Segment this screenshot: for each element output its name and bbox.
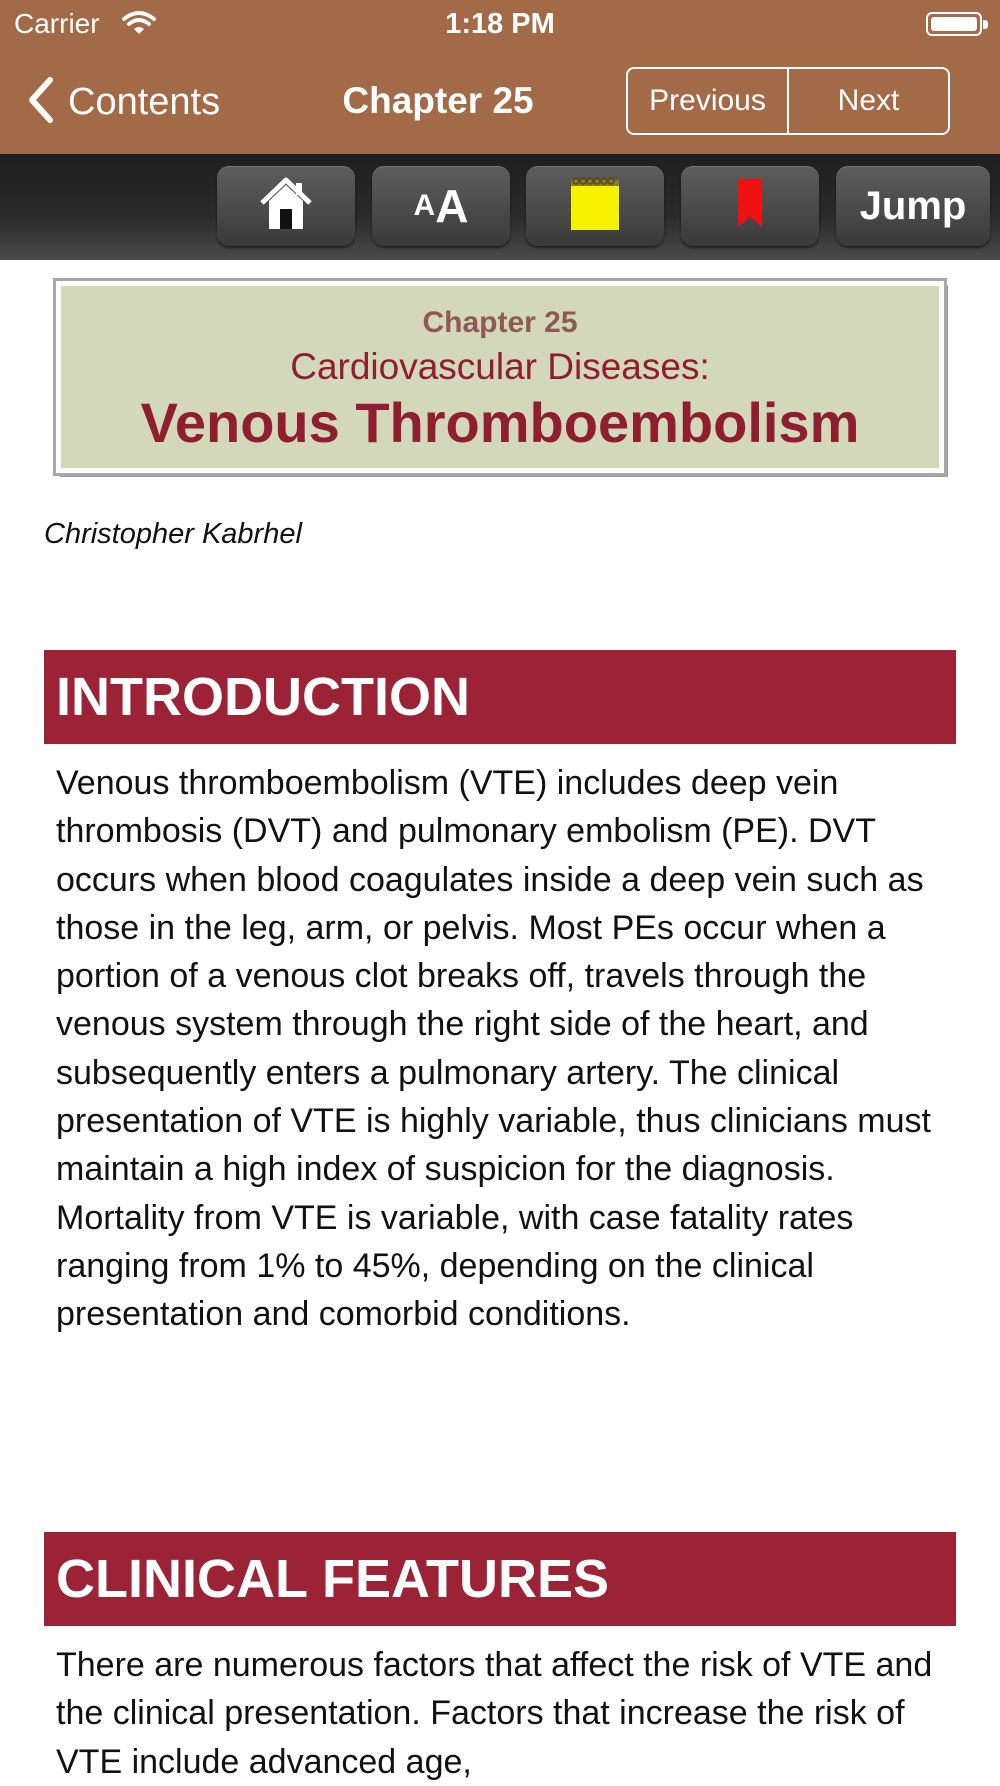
- text-size-button[interactable]: [372, 166, 510, 246]
- text-size-small-label: A: [413, 189, 436, 222]
- jump-button-label: Jump: [859, 183, 967, 228]
- status-bar: [0, 0, 1000, 50]
- chapter-title-box: [56, 281, 944, 473]
- next-button[interactable]: Next: [787, 69, 948, 133]
- back-button-label: Contents: [68, 80, 221, 123]
- text-size-big-label: A: [435, 180, 469, 232]
- author-name: Christopher Kabrhel: [44, 518, 302, 550]
- navigation-bar: [0, 0, 1000, 154]
- chapter-navigation-control: [626, 67, 950, 135]
- home-icon: [260, 177, 312, 236]
- notes-button[interactable]: [526, 166, 664, 246]
- section-heading-clinical-features: CLINICAL FEATURES: [44, 1532, 956, 1626]
- chapter-title: Venous Thromboembolism: [140, 391, 860, 454]
- previous-button[interactable]: Previous: [649, 84, 766, 117]
- carrier-label: Carrier: [14, 8, 100, 39]
- section-heading-introduction: INTRODUCTION: [44, 650, 956, 744]
- home-button[interactable]: [217, 166, 355, 246]
- notepad-icon: [569, 176, 621, 237]
- battery-icon: [926, 12, 982, 36]
- status-time: 1:18 PM: [445, 8, 555, 40]
- section-paragraph-introduction: Venous thromboembolism (VTE) includes deep vein thrombosis (DVT) and pulmonary embolism (PE). DVT occurs when blood coagulates inside a deep vein such as those in the leg, arm, or pelvis. Most PEs occur when a portion of a venous clot breaks off, travels through the venous system through the right side of the heart, and subsequently enters a pulmonary artery. The clinical presentation of VTE is highly variable, thus clinicians must maintain a high index of suspicion for the diagnosis. Mortality from VTE is variable, with case fatality rates ranging from 1% to 45%, depending on the clinical presentation and comorbid conditions.: [56, 764, 931, 1334]
- section-paragraph-clinical-features: There are numerous factors that affect the risk of VTE and the clinical presentation. Factors that increase the risk of VTE include advanced age,: [56, 1646, 933, 1781]
- chapter-number: Chapter 25: [422, 306, 578, 339]
- bookmark-button[interactable]: [681, 166, 819, 246]
- bookmark-icon: [737, 179, 763, 234]
- chapter-subtitle: Cardiovascular Diseases:: [290, 346, 710, 387]
- toolbar: [0, 154, 1000, 260]
- page-title: Chapter 25: [342, 80, 534, 121]
- jump-button[interactable]: [836, 166, 990, 246]
